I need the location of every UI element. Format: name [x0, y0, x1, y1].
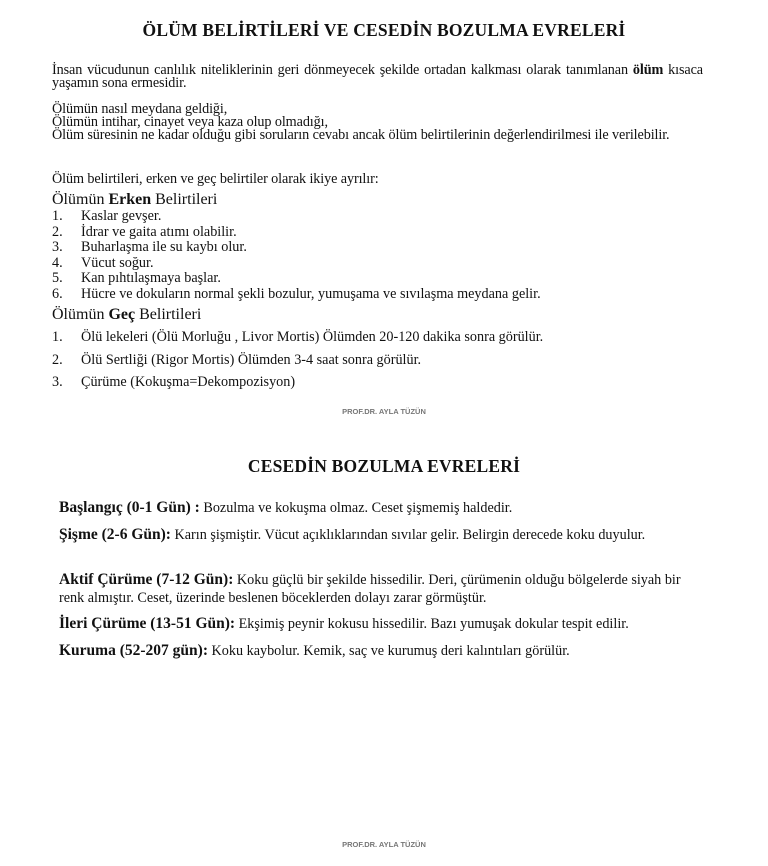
stage-entry	[59, 615, 709, 633]
list-number: 3.	[52, 374, 63, 390]
list-text: İdrar ve gaita atımı olabilir.	[81, 223, 237, 240]
late-signs-heading	[52, 306, 201, 324]
stage-name: İleri Çürüme (13-51 Gün):	[59, 615, 236, 632]
list-item	[52, 209, 541, 225]
question-line: Ölüm süresinin ne kadar olduğu gibi soruların cevabı ancak ölüm belirtilerinin değerlendirilmesi ile verilebilir.	[52, 127, 670, 143]
list-item	[52, 271, 541, 287]
question-line: Ölümün nasıl meydana geldiği,	[52, 101, 228, 117]
list-number: 6.	[52, 285, 63, 302]
stage-description: Ekşimiş peynir kokusu hissedilir. Bazı yumuşak dokular tespit edilir.	[235, 616, 629, 632]
stage-entry	[59, 571, 709, 607]
main-title: ÖLÜM BELİRTİLERİ VE CESEDİN BOZULMA EVRELERİ	[142, 20, 626, 40]
intro-bold-term: ölüm	[632, 62, 664, 78]
list-text: Vücut soğur.	[81, 254, 154, 271]
list-number: 2.	[52, 351, 63, 368]
stage-name: Başlangıç (0-1 Gün) :	[59, 499, 200, 516]
stage-name: Aktif Çürüme (7-12 Gün):	[59, 571, 234, 588]
list-text: Ölü lekeleri (Ölü Morluğu , Livor Mortis) Ölümden 20-120 dakika sonra görülür.	[81, 329, 544, 345]
intro-text-after: kısaca yaşamın sona ermesidir.	[52, 62, 703, 91]
late-heading-bold: Geç	[108, 306, 136, 323]
list-item	[52, 375, 543, 398]
list-item	[52, 256, 541, 272]
intro-paragraph	[52, 64, 703, 90]
list-text: Buharlaşma ile su kaybı olur.	[81, 239, 247, 256]
list-item	[52, 287, 541, 303]
early-heading-bold: Erken	[108, 191, 152, 208]
stage-description: Karın şişmiştir. Vücut açıklıklarından sıvılar gelir. Belirgin derecede koku duyulur.	[170, 527, 646, 543]
list-number: 2.	[52, 223, 63, 240]
early-heading-pre: Ölümün	[52, 191, 109, 208]
stage-name: Şişme (2-6 Gün):	[59, 526, 171, 543]
stages-title: CESEDİN BOZULMA EVRELERİ	[247, 456, 521, 476]
list-number: 5.	[52, 270, 63, 287]
questions-paragraph	[52, 103, 703, 142]
page-footer: PROF.DR. AYLA TÜZÜN	[342, 840, 426, 849]
stage-description: Koku güçlü bir şekilde hissedilir. Deri, çürümenin olduğu bölgelerde siyah bir renk almıştır. Ceset, üzerinde beslenen böceklerden dolayı zarar görmüştür.	[59, 572, 681, 606]
list-number: 1.	[52, 329, 63, 345]
early-signs-heading	[52, 191, 217, 209]
list-text: Hücre ve dokuların normal şekli bozulur, yumuşama ve sıvılaşma meydana gelir.	[81, 285, 541, 302]
early-heading-post: Belirtileri	[151, 191, 218, 208]
early-signs-list	[52, 209, 541, 303]
list-item	[52, 330, 543, 353]
list-number: 1.	[52, 208, 63, 224]
stage-entry	[59, 526, 709, 544]
list-item	[52, 225, 541, 241]
late-signs-list	[52, 330, 543, 398]
late-heading-post: Belirtileri	[135, 306, 202, 323]
stage-entry	[59, 642, 709, 660]
list-text: Çürüme (Kokuşma=Dekompozisyon)	[81, 374, 296, 390]
question-line: Ölümün intihar, cinayet veya kaza olup olmadığı,	[52, 114, 328, 130]
late-heading-pre: Ölümün	[52, 306, 109, 323]
list-text: Kaslar gevşer.	[81, 208, 162, 224]
list-text: Kan pıhtılaşmaya başlar.	[81, 270, 221, 287]
list-item	[52, 240, 541, 256]
list-text: Ölü Sertliği (Rigor Mortis) Ölümden 3-4 saat sonra görülür.	[81, 351, 422, 368]
list-number: 4.	[52, 254, 63, 271]
list-number: 3.	[52, 239, 63, 256]
stage-entry	[59, 499, 709, 517]
intro-text-before: İnsan vücudunun canlılık niteliklerinin geri dönmeyecek şekilde ortadan kalkması olarak tanımlanan	[52, 62, 633, 78]
list-item	[52, 353, 543, 376]
stage-description: Koku kaybolur. Kemik, saç ve kurumuş deri kalıntıları görülür.	[207, 643, 570, 659]
stage-description: Bozulma ve kokuşma olmaz. Ceset şişmemiş haldedir.	[199, 500, 513, 516]
classification-paragraph: Ölüm belirtileri, erken ve geç belirtiler olarak ikiye ayrılır:	[52, 171, 379, 187]
stage-name: Kuruma (52-207 gün):	[59, 642, 208, 659]
page-footer: PROF.DR. AYLA TÜZÜN	[342, 407, 426, 416]
